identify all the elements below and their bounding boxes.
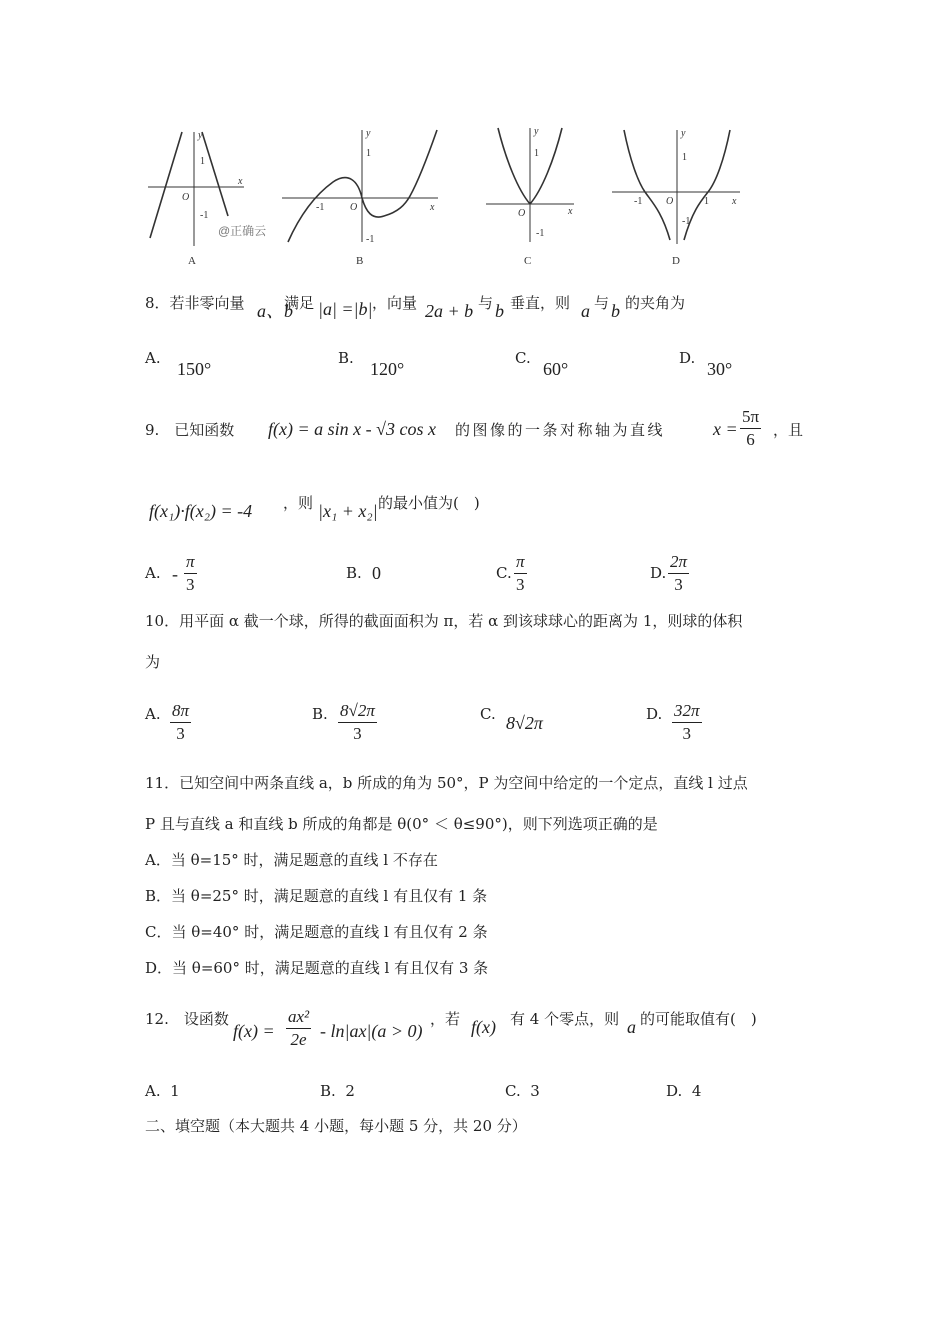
- q10-opt-d-label: D.: [646, 705, 663, 723]
- q9-line-lhs: x =: [713, 419, 738, 439]
- q8-vecs: a、b: [257, 301, 293, 321]
- q9-opt-a-label: A.: [145, 564, 161, 582]
- graph-c-n1: -1: [536, 228, 545, 239]
- q10-opt-c-value: 8√2π: [506, 713, 543, 733]
- q9-mid2: ，则: [283, 494, 314, 512]
- q8-opt-b-value: 120°: [370, 359, 405, 379]
- q12-func-rhs: - ln|ax|(a > 0): [320, 1021, 423, 1041]
- q12-mid2: 有 4 个零点，则: [510, 1010, 620, 1028]
- q8-prefix: 8．若非零向量: [145, 294, 245, 312]
- q10-opt-a-frac: [170, 700, 191, 745]
- graph-label-c: C: [524, 255, 532, 267]
- q9-opt-c-label: C.: [496, 564, 512, 582]
- q12-opt-b: [320, 1081, 355, 1101]
- q8-mid1: ，向量: [372, 294, 418, 312]
- q9-abs: |x₁ + x₂|: [318, 501, 378, 521]
- q11-opt-d: D．当 θ=60° 时，满足题意的直线 l 有且仅有 3 条: [145, 959, 489, 977]
- q12-fx: f(x): [471, 1017, 496, 1037]
- q9-frac-num: 5π: [740, 406, 761, 429]
- q8-a: a: [581, 301, 590, 321]
- q9-opt-d-den: 3: [674, 575, 683, 594]
- q9-end: ，且: [773, 421, 804, 439]
- q9-cond: f(x₁)·f(x₂) = -4: [149, 501, 253, 521]
- q10-opt-b-den: 3: [353, 724, 362, 743]
- graph-a-y: y: [198, 130, 203, 141]
- watermark: @正确云: [218, 224, 267, 238]
- q10-opt-d-num: 32π: [672, 700, 702, 723]
- graph-d-x: x: [732, 196, 737, 207]
- graph-d-y: y: [681, 128, 686, 139]
- q12-frac-den: 2e: [290, 1030, 307, 1049]
- q10-opt-a-den: 3: [176, 724, 185, 743]
- q9-func: f(x) = a sin x - √3 cos x: [268, 419, 436, 439]
- graph-a-o: O: [182, 192, 190, 203]
- q11-line1: 11．已知空间中两条直线 a，b 所成的角为 50°，P 为空间中给定的一个定点，直线 l 过点: [145, 774, 748, 792]
- q8-perp: 垂直，则: [510, 294, 571, 312]
- q8-b2: b: [611, 301, 620, 321]
- q8-vec-expr: 2a + b: [425, 301, 474, 321]
- q12-opt-d: [666, 1081, 701, 1101]
- q8-suffix: 的夹角为: [625, 294, 686, 312]
- q8-opt-c-value: 60°: [543, 359, 569, 379]
- graph-b-n1a: -1: [316, 202, 325, 213]
- graph-label-b: B: [356, 255, 364, 267]
- graph-c-o: O: [518, 208, 526, 219]
- q12-frac-num: ax²: [286, 1006, 311, 1029]
- q12-opt-a: [145, 1081, 180, 1101]
- graph-c: [486, 128, 574, 242]
- q8-b: b: [495, 301, 504, 321]
- graph-label-a: A: [188, 255, 196, 267]
- section-2-heading: 二、填空题（本大题共 4 小题，每小题 5 分，共 20 分）: [145, 1117, 527, 1135]
- q9-frac-den: 6: [746, 430, 755, 449]
- graph-b-x: x: [430, 202, 435, 213]
- q9-opt-c-frac: [514, 551, 527, 596]
- q10-opt-c-label: C.: [480, 705, 496, 723]
- q9-suffix: 的最小值为( ): [378, 494, 480, 512]
- q12-mid: ，若: [430, 1010, 461, 1028]
- q12-prefix: 12. 设函数: [145, 1010, 229, 1028]
- q9-opt-b-label: B.: [346, 564, 362, 582]
- graph-options: [0, 120, 950, 270]
- q10-line1: 10．用平面 α 截一个球，所得的截面面积为 π，若 α 到该球球心的距离为 1，则球的体积: [145, 612, 743, 630]
- q12-opt-d-value: 4: [691, 1082, 702, 1100]
- graph-b-y: y: [366, 128, 371, 139]
- q9-prefix: 9. 已知函数: [145, 421, 235, 439]
- graph-d-o: O: [666, 196, 674, 207]
- q8-opt-c-label: C.: [515, 349, 531, 367]
- q9-opt-a-frac: [184, 551, 197, 596]
- q9-opt-a-num: π: [184, 551, 197, 574]
- q9-opt-a-den: 3: [186, 575, 195, 594]
- q10-line2: 为: [145, 653, 161, 671]
- q10-opt-b-frac: [338, 700, 377, 745]
- q10-opt-a-num: 8π: [170, 700, 191, 723]
- q10-opt-d-frac: [672, 700, 702, 745]
- q9-opt-d-label: D.: [650, 564, 667, 582]
- q8-and2: 与: [594, 294, 610, 312]
- q12-opt-b-value: 2: [345, 1082, 355, 1100]
- q9-opt-b-value: 0: [372, 563, 381, 583]
- q9-opt-d-frac: [668, 551, 689, 596]
- q11-opt-b: B．当 θ=25° 时，满足题意的直线 l 有且仅有 1 条: [145, 887, 488, 905]
- graph-label-d: D: [672, 255, 680, 267]
- q8-opt-b-label: B.: [338, 349, 354, 367]
- graph-b: [282, 130, 438, 242]
- q9-opt-d-num: 2π: [668, 551, 689, 574]
- graph-d: [612, 130, 740, 244]
- graph-d-1b: 1: [704, 196, 709, 207]
- q12-a: a: [627, 1017, 636, 1037]
- q12-opt-c: [505, 1081, 540, 1101]
- graph-d-1a: 1: [682, 152, 687, 163]
- q9-frac: [740, 406, 761, 451]
- q8-cond: |a| =|b|: [318, 299, 373, 319]
- q12-suffix: 的可能取值有( ): [640, 1010, 757, 1028]
- q8-opt-a-value: 150°: [177, 359, 212, 379]
- q9-mid: 的图像的一条对称轴为直线: [455, 421, 666, 439]
- q12-opt-c-value: 3: [530, 1082, 540, 1100]
- graph-a-1: 1: [200, 156, 205, 167]
- graph-b-n1b: -1: [366, 234, 375, 245]
- q12-opt-a-label: A.: [145, 1082, 161, 1100]
- q10-opt-b-num: 8√2π: [338, 700, 377, 723]
- q9-opt-a-sign: -: [172, 564, 178, 584]
- q11-opt-c: C．当 θ=40° 时，满足题意的直线 l 有且仅有 2 条: [145, 923, 488, 941]
- q8-opt-d-label: D.: [679, 349, 696, 367]
- graph-b-1: 1: [366, 148, 371, 159]
- q8-cond-text: 满足: [284, 294, 315, 312]
- graph-d-n1: -1: [634, 196, 643, 207]
- q12-opt-c-label: C.: [505, 1082, 521, 1100]
- graph-c-y: y: [534, 126, 539, 137]
- q8-opt-a-label: A.: [145, 349, 161, 367]
- graph-c-x: x: [568, 206, 573, 217]
- q12-frac: [286, 1006, 311, 1051]
- q11-line2: P 且与直线 a 和直线 b 所成的角都是 θ(0° ＜ θ≤90°)，则下列选项正确的是: [145, 815, 658, 833]
- q12-opt-d-label: D.: [666, 1082, 683, 1100]
- q11-opt-a: A．当 θ=15° 时，满足题意的直线 l 不存在: [145, 851, 438, 869]
- q10-opt-b-label: B.: [312, 705, 328, 723]
- graph-d-n1b: -1: [682, 216, 691, 227]
- q9-opt-c-num: π: [514, 551, 527, 574]
- q12-func-lhs: f(x) =: [233, 1021, 275, 1041]
- graph-c-1: 1: [534, 148, 539, 159]
- q10-opt-d-den: 3: [682, 724, 692, 743]
- q8-and1: 与: [478, 294, 494, 312]
- q12-opt-a-value: 1: [170, 1082, 180, 1100]
- graph-a-x: x: [238, 176, 243, 187]
- q12-opt-b-label: B.: [320, 1082, 336, 1100]
- graph-b-o: O: [350, 202, 358, 213]
- q9-opt-c-den: 3: [516, 575, 525, 594]
- q10-opt-a-label: A.: [145, 705, 161, 723]
- q8-opt-d-value: 30°: [707, 359, 733, 379]
- graph-a-n1: -1: [200, 210, 209, 221]
